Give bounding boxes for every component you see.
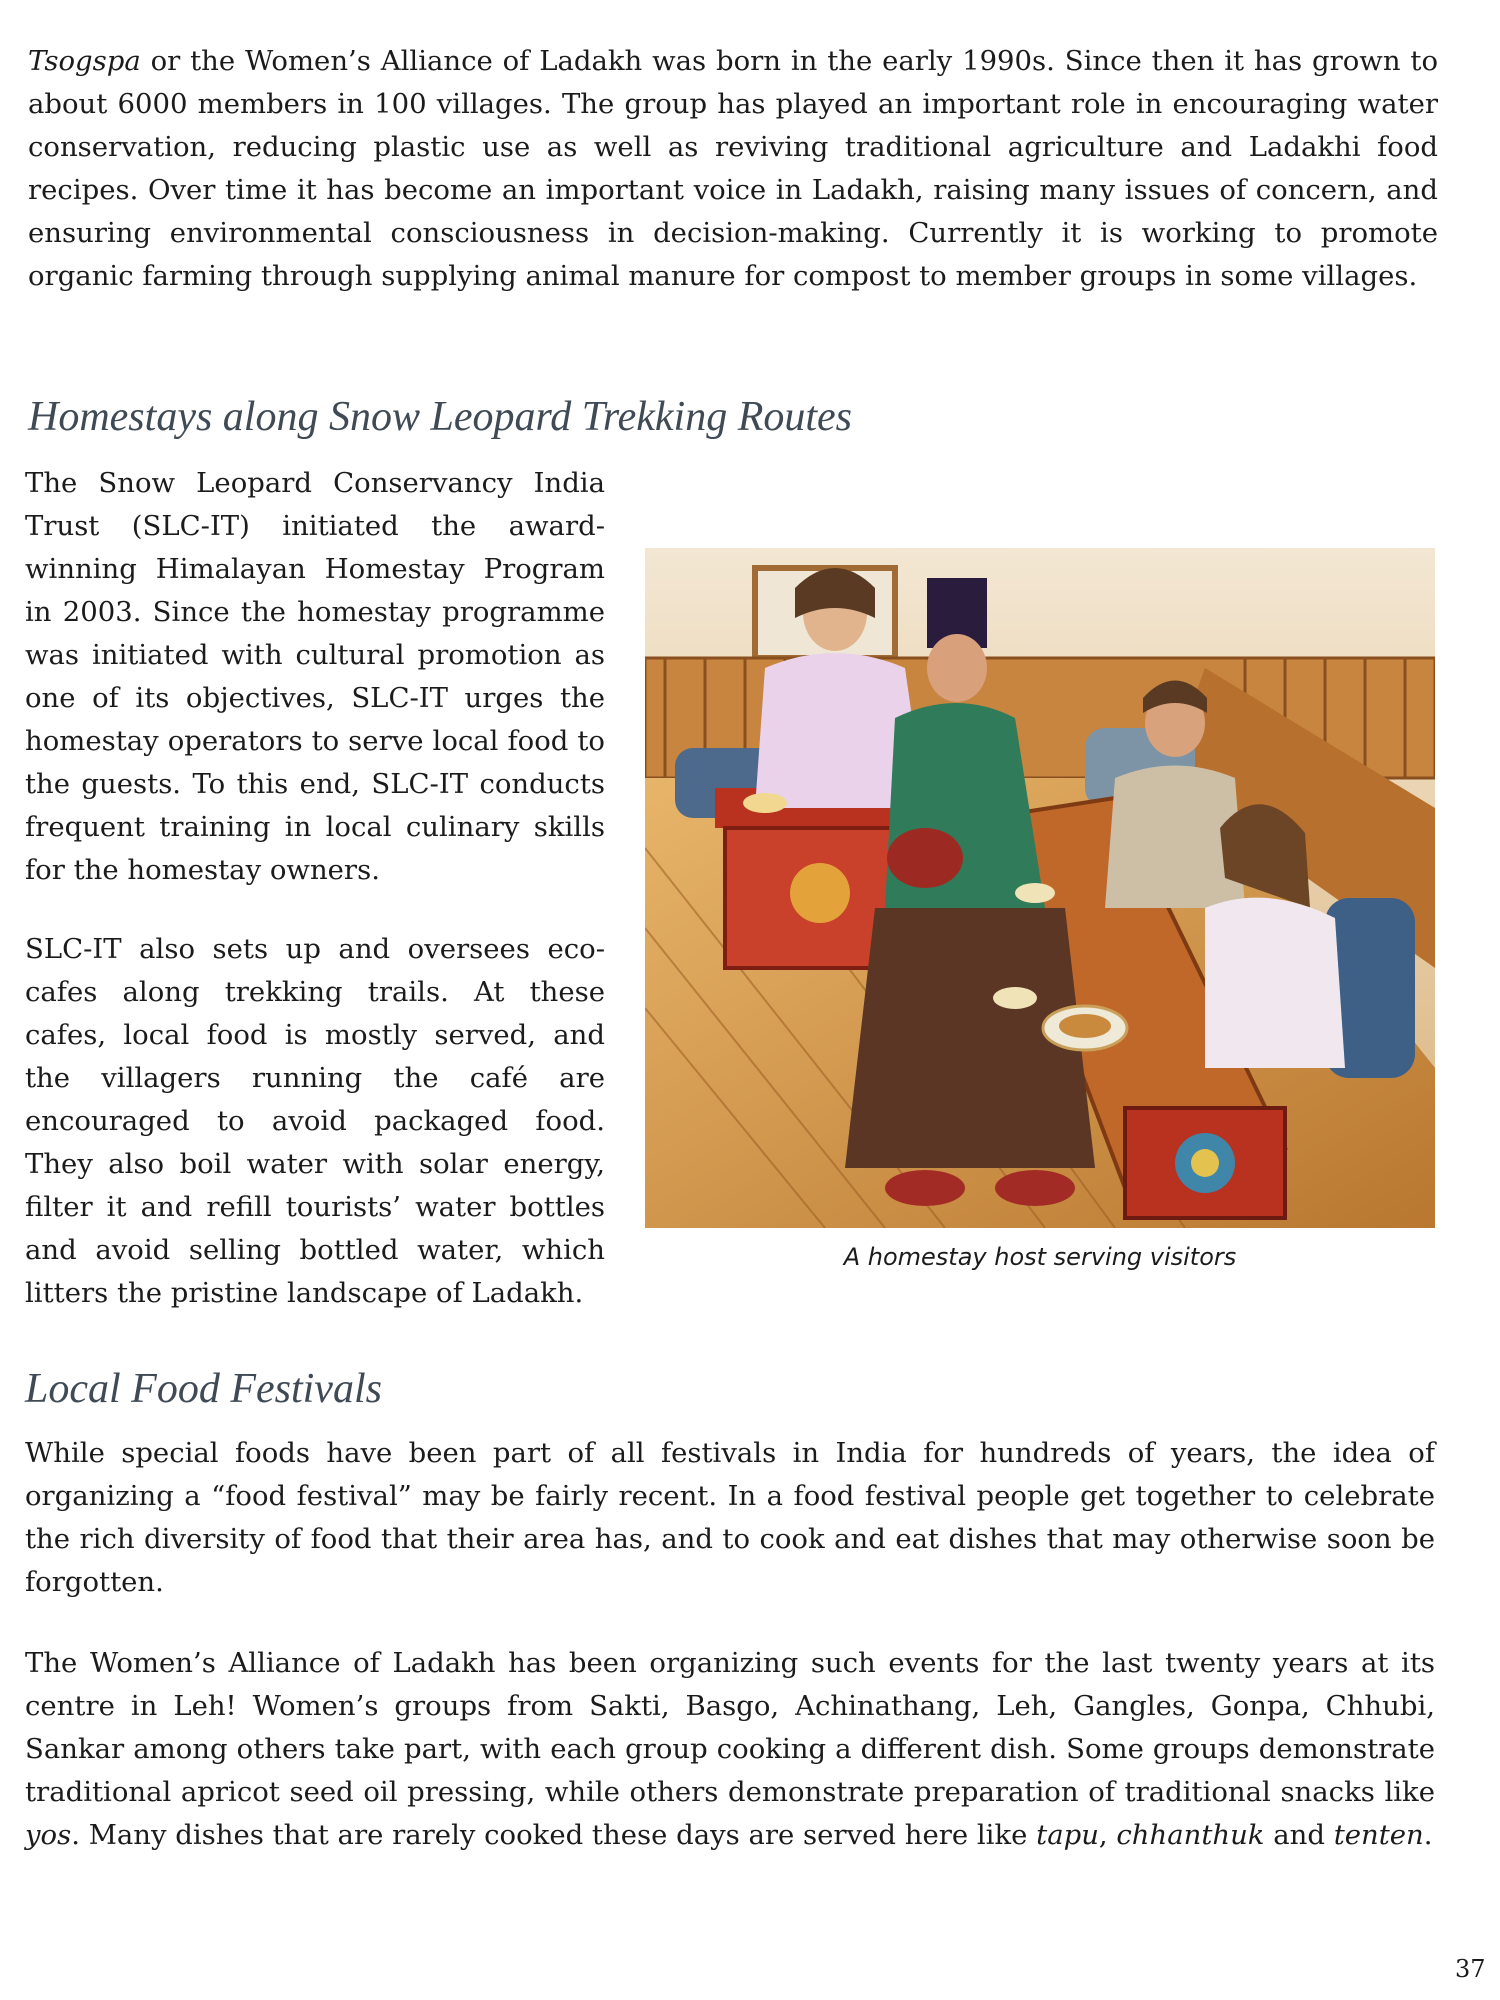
homestays-heading: Homestays along Snow Leopard Trekking Routes: [28, 394, 853, 440]
word-and: and: [1264, 1819, 1334, 1851]
term-yos: yos: [25, 1819, 72, 1851]
festivals-text-b: . Many dishes that are rarely cooked these days are served here like: [71, 1819, 1037, 1851]
tea-cup: [743, 793, 787, 813]
homestays-paragraph-2: SLC-IT also sets up and oversees eco-cafes along trekking trails. At these cafes, local food is mostly served, and the villagers running the café are encouraged to avoid packaged food. They also boil water with solar energy, filter it and refill tourists’ water bottles and avoid selling bottled water, which litters the pristine landscape of Ladakh.: [25, 933, 605, 1309]
tsogspa-term: Tsogspa: [28, 45, 141, 77]
festivals-paragraph-2: [25, 1642, 1435, 1857]
food: [1059, 1014, 1111, 1038]
intro-paragraph: [28, 40, 1438, 298]
intro-text: or the Women’s Alliance of Ladakh was born in the early 1990s. Since then it has grown to about 6000 members in 100 villages. The group has played an important role in encouraging water conservation, reducing plastic use as well as reviving traditional agriculture and Ladakhi food recipes. Over time it has become an important voice in Ladakh, raising many issues of concern, and ensuring environmental consciousness in decision-making. Currently it is working to promote organic farming through supplying animal manure for compost to member groups in some villages.: [28, 45, 1438, 292]
festivals-paragraph-1: While special foods have been part of all festivals in India for hundreds of years, the idea of organizing a “food festival” may be fairly recent. In a food festival people get together to celebrate the rich diversity of food that their area has, and to cook and eat dishes that may otherwise soon be forgotten.: [25, 1437, 1435, 1598]
term-chhanthuk: chhanthuk: [1116, 1819, 1265, 1851]
tea-cup: [993, 987, 1037, 1009]
term-tapu: tapu: [1036, 1819, 1099, 1851]
illustration-caption: A homestay host serving visitors: [843, 1243, 1237, 1271]
term-tenten: tenten: [1333, 1819, 1424, 1851]
separator: ,: [1098, 1819, 1117, 1851]
homestays-paragraph-1: The Snow Leopard Conservancy India Trust (SLC-IT) initiated the award-winning Himalayan Homestay Program in 2003. Since the homestay programme was initiated with cultural promotion as one of its objectives, SLC-IT urges the homestay operators to serve local food to the guests. To this end, SLC-IT conducts frequent training in local culinary skills for the homestay owners.: [25, 467, 605, 886]
festivals-heading: Local Food Festivals: [25, 1366, 382, 1412]
tea-cup: [1015, 883, 1055, 903]
period: .: [1423, 1819, 1433, 1851]
festivals-text-a: The Women’s Alliance of Ladakh has been organizing such events for the last twenty years at its centre in Leh! Women’s groups from Sakti, Basgo, Achinathang, Leh, Gangles, Gonpa, Chhubi, Sankar among others take part, with each group cooking a different dish. Some groups demonstrate traditional apricot seed oil pressing, while others demonstrate preparation of traditional snacks like: [25, 1647, 1435, 1808]
page-number: 37: [1455, 1955, 1486, 1983]
homestay-illustration: [645, 548, 1435, 1228]
